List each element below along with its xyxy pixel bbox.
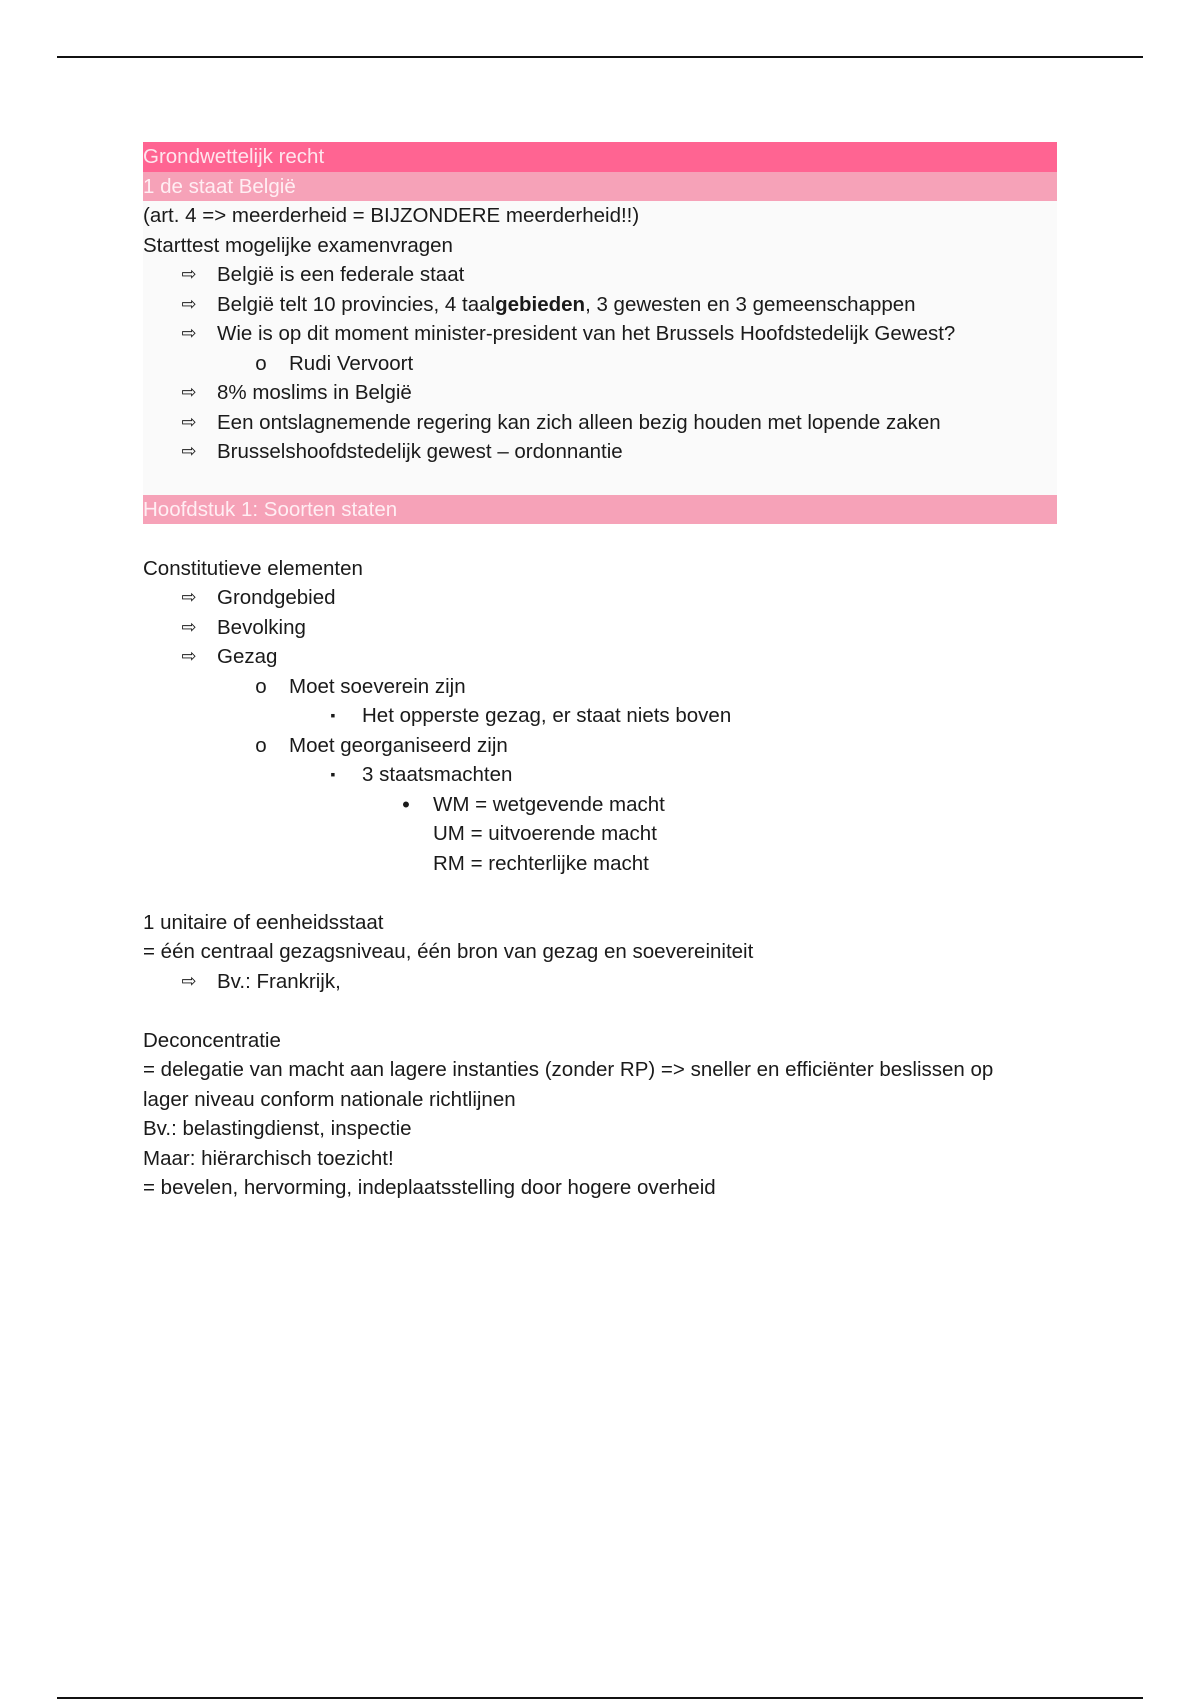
- list-item: ⇨ 8% moslims in België: [143, 378, 1057, 408]
- intro-block: [143, 201, 1057, 495]
- arrow-icon: ⇨: [181, 970, 197, 991]
- title-band: Grondwettelijk recht: [143, 142, 1057, 172]
- list-item: UM = uitvoerende macht: [433, 822, 657, 845]
- list-item: o Moet soeverein zijn: [143, 672, 1057, 702]
- arrow-icon: ⇨: [181, 411, 197, 432]
- page-top-rule: [57, 56, 1143, 58]
- document-body: [143, 142, 1057, 1203]
- list-item: ⇨ België telt 10 provincies, 4 taalgebieden, 3 gewesten en 3 gemeenschappen: [143, 290, 1057, 320]
- list-item: o Moet georganiseerd zijn: [143, 731, 1057, 761]
- page-bottom-rule: [57, 1697, 1143, 1699]
- list-item: o Rudi Vervoort: [143, 349, 1057, 379]
- list-item: ▪ Het opperste gezag, er staat niets boven: [143, 701, 1057, 731]
- constitutive-title: Constitutieve elementen: [143, 556, 363, 580]
- arrow-icon: ⇨: [181, 646, 197, 666]
- section-band: Hoofdstuk 1: Soorten staten: [143, 495, 1057, 525]
- circle-bullet-icon: o: [255, 733, 267, 757]
- arrow-icon: ⇨: [181, 264, 197, 284]
- arrow-icon: ⇨: [181, 293, 197, 314]
- dot-bullet-icon: •: [402, 791, 410, 817]
- intro-subtitle: Starttest mogelijke examenvragen: [143, 233, 453, 257]
- list-item: ▪ 3 staatsmachten: [143, 760, 1057, 790]
- list-item: ⇨ Gezag: [143, 642, 1057, 672]
- paragraph-line: lager niveau conform nationale richtlijnen: [143, 1087, 516, 1111]
- paragraph-line: = bevelen, hervorming, indeplaatsstelling door hogere overheid: [143, 1176, 716, 1199]
- unitary-title: 1 unitaire of eenheidsstaat: [143, 910, 384, 934]
- list-item: ⇨ Wie is op dit moment minister-president van het Brussels Hoofdstedelijk Gewest?: [143, 319, 1057, 349]
- list-item: ⇨ Een ontslagnemende regering kan zich alleen bezig houden met lopende zaken: [143, 408, 1057, 438]
- list-item: ⇨ België is een federale staat: [143, 260, 1057, 290]
- arrow-icon: ⇨: [181, 441, 197, 461]
- circle-bullet-icon: o: [255, 351, 267, 375]
- paragraph-line: = delegatie van macht aan lagere instanties (zonder RP) => sneller en efficiënter beslissen op: [143, 1058, 994, 1081]
- chapter-band: 1 de staat België: [143, 172, 1057, 202]
- paragraph-line: Maar: hiërarchisch toezicht!: [143, 1146, 394, 1170]
- square-bullet-icon: ▪: [330, 707, 336, 723]
- circle-bullet-icon: o: [255, 674, 267, 698]
- list-item: ⇨ Bevolking: [143, 613, 1057, 643]
- arrow-icon: ⇨: [181, 616, 197, 637]
- paragraph-line: Bv.: belastingdienst, inspectie: [143, 1117, 412, 1140]
- list-item: RM = rechterlijke macht: [433, 851, 649, 875]
- unitary-definition: = één centraal gezagsniveau, één bron van gezag en soevereiniteit: [143, 940, 754, 963]
- deconcentration-title: Deconcentratie: [143, 1028, 281, 1052]
- square-bullet-icon: ▪: [330, 766, 336, 782]
- list-item: ⇨ Bv.: Frankrijk,: [143, 967, 1057, 997]
- arrow-icon: ⇨: [181, 587, 197, 607]
- list-item: ⇨ Brusselshoofdstedelijk gewest – ordonnantie: [143, 437, 1057, 467]
- arrow-icon: ⇨: [181, 323, 197, 343]
- list-item: • WM = wetgevende macht: [143, 790, 1057, 820]
- intro-note: (art. 4 => meerderheid = BIJZONDERE meerderheid!!): [143, 204, 640, 227]
- arrow-icon: ⇨: [181, 382, 197, 402]
- list-item: ⇨ Grondgebied: [143, 583, 1057, 613]
